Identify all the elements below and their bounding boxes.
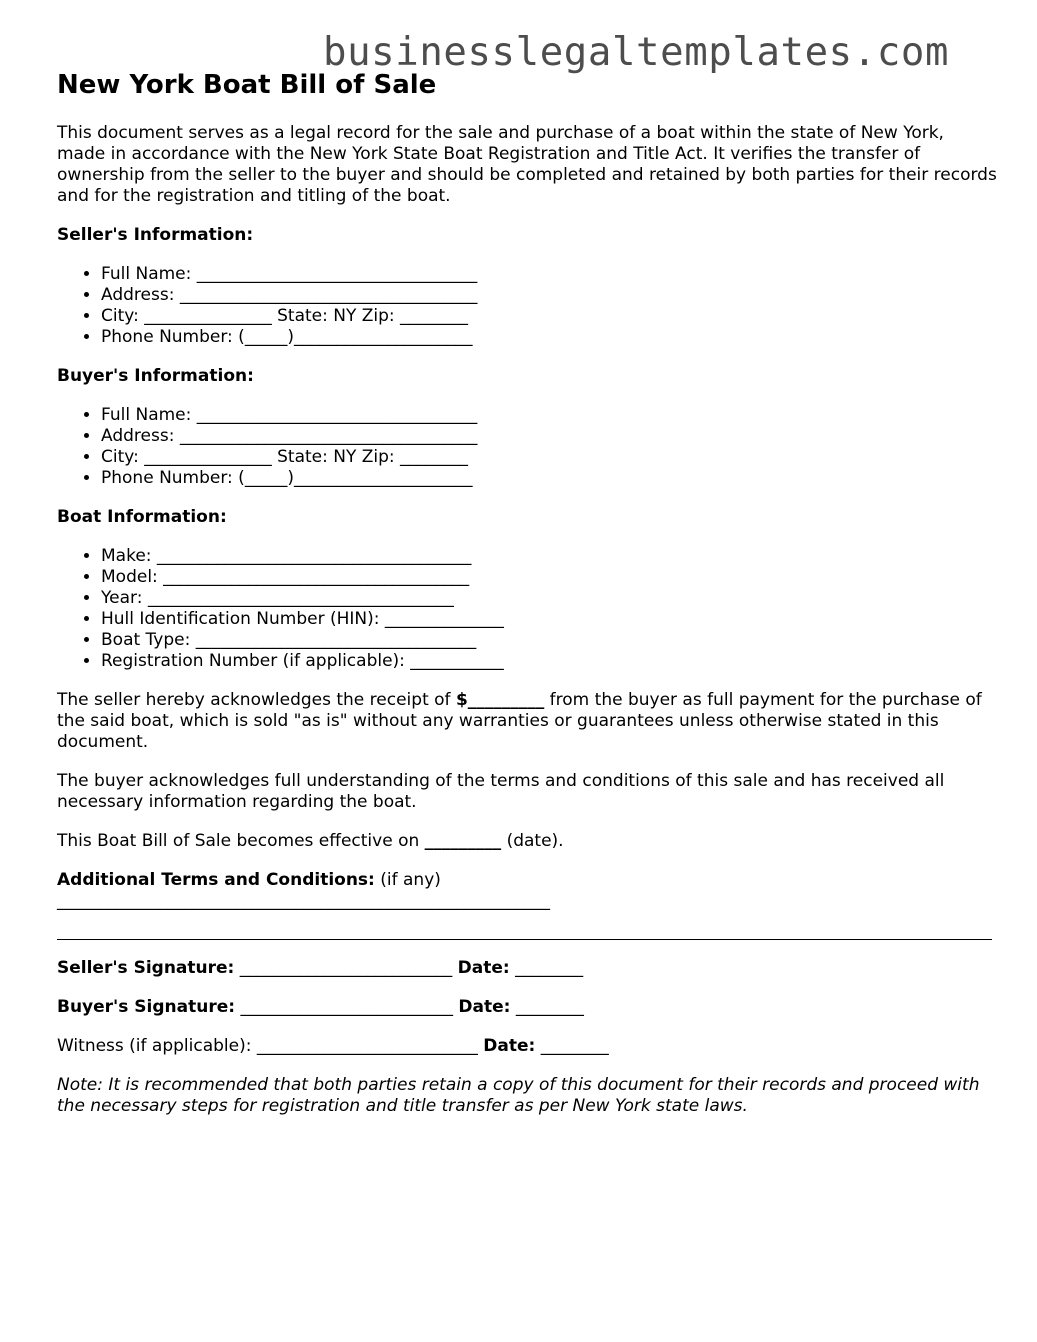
seller-phone-field: • Phone Number: (_____)_____________________ [101, 327, 997, 348]
boat-registration-field: • Registration Number (if applicable): ___________ [101, 651, 997, 672]
boat-make-field: • Make: _____________________________________ [101, 546, 997, 567]
effective-date-blank: _________ [424, 831, 502, 851]
seller-signature-label: Seller's Signature: [57, 958, 235, 978]
page-title: New York Boat Bill of Sale [57, 70, 437, 100]
buyer-address-field: • Address: ___________________________________ [101, 426, 997, 447]
boat-year-field: • Year: ____________________________________ [101, 588, 997, 609]
seller-full-name-field: • Full Name: _________________________________ [101, 264, 997, 285]
payment-text-after: from the buyer as full payment for the purchase of the said boat, which is sold "as is" without any warranties or guarantees unless otherwise stated in this document. [57, 690, 982, 752]
payment-paragraph [57, 690, 997, 753]
payment-amount-blank: $_________ [455, 690, 545, 710]
additional-terms-line: __________________________________________________________ [57, 891, 550, 911]
effective-text-before: This Boat Bill of Sale becomes effective on [57, 831, 425, 851]
buyer-heading: Buyer's Information: [57, 366, 254, 386]
buyer-signature-blank: _________________________ [235, 997, 459, 1017]
witness-signature-blank: __________________________ [251, 1036, 484, 1056]
additional-terms-label: Additional Terms and Conditions: [57, 870, 375, 890]
witness-signature-line [57, 1036, 997, 1057]
witness-signature-label: Witness (if applicable): [57, 1036, 252, 1056]
closing-note: Note: It is recommended that both parties retain a copy of this document for their records and proceed with the necessary steps for registration and title transfer as per New York state laws. [57, 1075, 980, 1116]
boat-heading: Boat Information: [57, 507, 227, 527]
seller-fields-list [57, 264, 997, 348]
buyer-date-blank: ________ [510, 997, 584, 1017]
additional-terms-suffix: (if any) [374, 870, 441, 890]
witness-date-blank: ________ [535, 1036, 609, 1056]
document-page [57, 69, 997, 1117]
buyer-full-name-field: • Full Name: _________________________________ [101, 405, 997, 426]
buyer-signature-line [57, 997, 997, 1018]
additional-terms-heading [57, 870, 997, 891]
buyer-fields-list [57, 405, 997, 489]
seller-city-state-zip-field: • City: _______________ State: NY Zip: ________ [101, 306, 997, 327]
effective-text-after: (date). [501, 831, 564, 851]
seller-date-blank: ________ [509, 958, 584, 978]
boat-hin-field: • Hull Identification Number (HIN): ______________ [101, 609, 997, 630]
buyer-phone-field: • Phone Number: (_____)_____________________ [101, 468, 997, 489]
seller-signature-blank: _________________________ [234, 958, 458, 978]
buyer-city-state-zip-field: • City: _______________ State: NY Zip: ________ [101, 447, 997, 468]
boat-model-field: • Model: ____________________________________ [101, 567, 997, 588]
payment-text-before: The seller hereby acknowledges the receipt of [57, 690, 456, 710]
buyer-signature-label: Buyer's Signature: [57, 997, 236, 1017]
boat-type-field: • Boat Type: _________________________________ [101, 630, 997, 651]
acknowledgement-paragraph: The buyer acknowledges full understanding of the terms and conditions of this sale and has received all necessary information regarding the boat. [57, 771, 945, 812]
boat-fields-list [57, 546, 997, 672]
seller-heading: Seller's Information: [57, 225, 254, 245]
buyer-date-label: Date: [458, 997, 511, 1017]
effective-date-paragraph [57, 831, 997, 852]
seller-signature-line [57, 958, 997, 979]
intro-paragraph: This document serves as a legal record for the sale and purchase of a boat within the state of New York, made in accordance with the New York State Boat Registration and Title Act. It verifies the transfer of ownership from the seller to the buyer and should be completed and retained by both parties for their records and for the registration and titling of the boat. [57, 123, 997, 206]
seller-date-label: Date: [457, 958, 510, 978]
site-watermark: businesslegaltemplates.com [323, 30, 950, 75]
additional-terms-full-rule [57, 939, 992, 940]
seller-address-field: • Address: ___________________________________ [101, 285, 997, 306]
witness-date-label: Date: [483, 1036, 536, 1056]
